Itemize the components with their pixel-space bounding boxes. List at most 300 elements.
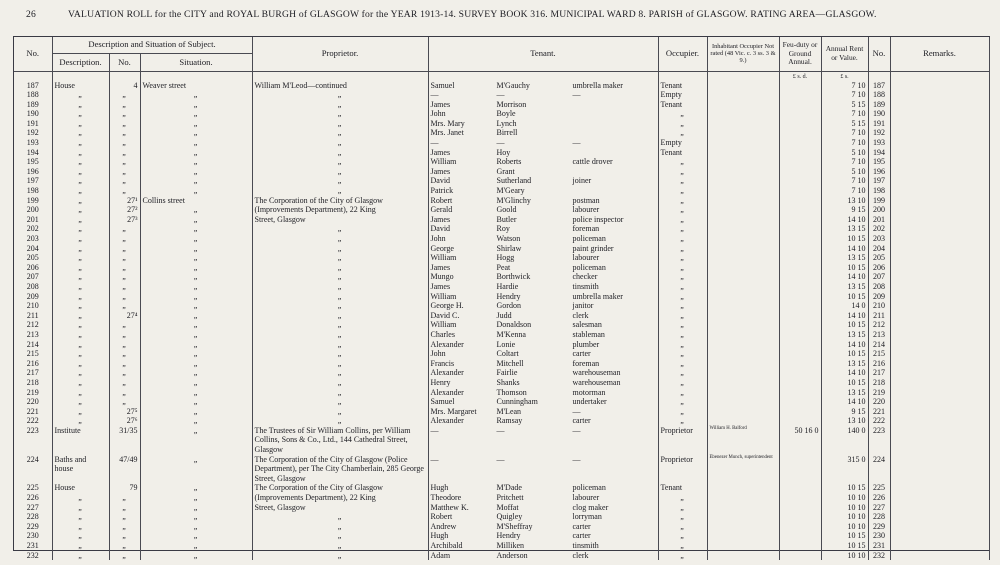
- feu-duty-cell: [779, 301, 821, 311]
- table-row: [14, 311, 989, 321]
- tenant-surname: Quigley: [496, 512, 523, 522]
- feu-duty-cell: [779, 128, 821, 138]
- proprietor-cell: „: [252, 397, 428, 407]
- tenant-occupation: carter: [572, 416, 591, 426]
- tenant-occupation: motorman: [572, 387, 606, 397]
- tenant-first-name: Samuel: [430, 80, 455, 90]
- row-number-right: 192: [868, 128, 890, 138]
- description-cell: „: [52, 407, 109, 417]
- occupier-cell: Empty: [658, 90, 707, 100]
- tenant-surname: —: [496, 425, 505, 435]
- inhabitant-cell: [707, 224, 779, 234]
- house-number-cell: „: [109, 551, 140, 561]
- table-row: [14, 388, 989, 398]
- row-number: 219: [14, 388, 52, 398]
- row-number-right: 230: [868, 531, 890, 541]
- tenant-surname: Thomson: [496, 387, 527, 397]
- annual-rent-cell: 14 10: [821, 397, 868, 407]
- row-number: 225: [14, 483, 52, 493]
- tenant-cell: [428, 244, 658, 254]
- feu-duty-cell: [779, 292, 821, 302]
- house-number-cell: „: [109, 100, 140, 110]
- description-cell: „: [52, 512, 109, 522]
- description-cell: „: [52, 186, 109, 196]
- tenant-first-name: Mrs. Mary: [430, 118, 465, 128]
- tenant-occupation: carter: [572, 521, 591, 531]
- description-cell: „: [52, 244, 109, 254]
- description-cell: Institute: [52, 426, 109, 455]
- remarks-cell: [890, 90, 989, 100]
- feu-duty-cell: [779, 234, 821, 244]
- occupier-cell: Proprietor: [658, 426, 707, 455]
- proprietor-cell: „: [252, 368, 428, 378]
- row-number: 206: [14, 263, 52, 273]
- row-number: 216: [14, 359, 52, 369]
- house-number-cell: „: [109, 493, 140, 503]
- house-number-cell: „: [109, 90, 140, 100]
- annual-rent-cell: 14 0: [821, 301, 868, 311]
- situation-cell: „: [140, 541, 252, 551]
- proprietor-cell: „: [252, 263, 428, 273]
- annual-rent-cell: 14 10: [821, 244, 868, 254]
- tenant-occupation: checker: [572, 272, 598, 282]
- situation-cell: „: [140, 272, 252, 282]
- table-row: [14, 541, 989, 551]
- remarks-cell: [890, 407, 989, 417]
- col-header-feu: Feu-duty or Ground Annual.: [779, 37, 821, 71]
- row-number-right: 195: [868, 157, 890, 167]
- inhabitant-cell: [707, 541, 779, 551]
- house-number-cell: „: [109, 119, 140, 129]
- table-row: [14, 282, 989, 292]
- row-number: 196: [14, 167, 52, 177]
- house-number-cell: 27¹: [109, 196, 140, 206]
- tenant-cell: [428, 416, 658, 426]
- tenant-first-name: James: [430, 281, 451, 291]
- row-number-right: 232: [868, 551, 890, 561]
- description-cell: „: [52, 253, 109, 263]
- feu-duty-cell: [779, 378, 821, 388]
- proprietor-cell: The Corporation of the City of Glasgow: [252, 483, 428, 493]
- description-cell: „: [52, 196, 109, 206]
- occupier-cell: „: [658, 272, 707, 282]
- remarks-cell: [890, 157, 989, 167]
- description-cell: „: [52, 138, 109, 148]
- row-number-right: 206: [868, 263, 890, 273]
- row-number-right: 228: [868, 512, 890, 522]
- tenant-first-name: Mrs. Janet: [430, 128, 464, 138]
- occupier-cell: „: [658, 186, 707, 196]
- house-number-cell: „: [109, 167, 140, 177]
- tenant-surname: M'Kenna: [496, 329, 526, 339]
- description-cell: „: [52, 301, 109, 311]
- tenant-cell: [428, 282, 658, 292]
- annual-rent-cell: 10 15: [821, 531, 868, 541]
- occupier-cell: „: [658, 167, 707, 177]
- tenant-surname: Milliken: [496, 541, 525, 550]
- remarks-cell: [890, 205, 989, 215]
- tenant-occupation: —: [572, 90, 581, 100]
- description-cell: „: [52, 90, 109, 100]
- description-cell: „: [52, 349, 109, 359]
- row-number: 203: [14, 234, 52, 244]
- tenant-surname: Donaldson: [496, 320, 532, 330]
- row-number: 204: [14, 244, 52, 254]
- house-number-cell: „: [109, 157, 140, 167]
- house-number-cell: „: [109, 349, 140, 359]
- row-number: 230: [14, 531, 52, 541]
- tenant-occupation: policeman: [572, 262, 606, 272]
- situation-cell: „: [140, 349, 252, 359]
- tenant-surname: Pritchett: [496, 493, 524, 503]
- tenant-first-name: John: [430, 349, 446, 359]
- annual-rent-cell: 315 0: [821, 455, 868, 484]
- annual-rent-cell: 7 10: [821, 138, 868, 148]
- tenant-cell: [428, 100, 658, 110]
- row-number-right: 199: [868, 196, 890, 206]
- occupier-cell: „: [658, 253, 707, 263]
- col-header-no-right: No.: [868, 37, 890, 71]
- tenant-first-name: George H.: [430, 301, 464, 311]
- col-header-situation: Situation.: [140, 53, 252, 71]
- tenant-first-name: Alexander: [430, 387, 464, 397]
- situation-cell: „: [140, 263, 252, 273]
- annual-rent-cell: 7 10: [821, 186, 868, 196]
- tenant-cell: [428, 234, 658, 244]
- row-number: 215: [14, 349, 52, 359]
- tenant-first-name: Henry: [430, 377, 451, 387]
- proprietor-cell: „: [252, 531, 428, 541]
- tenant-first-name: William: [430, 291, 457, 301]
- table-row: [14, 148, 989, 158]
- description-cell: „: [52, 378, 109, 388]
- table-row: [14, 205, 989, 215]
- remarks-cell: [890, 311, 989, 321]
- feu-duty-cell: [779, 320, 821, 330]
- tenant-cell: [428, 215, 658, 225]
- description-cell: „: [52, 368, 109, 378]
- col-header-description-group: Description and Situation of Subject.: [52, 37, 252, 53]
- annual-rent-cell: 7 10: [821, 90, 868, 100]
- proprietor-cell: „: [252, 512, 428, 522]
- table-row: [14, 397, 989, 407]
- house-number-cell: „: [109, 176, 140, 186]
- row-number: 207: [14, 272, 52, 282]
- tenant-cell: [428, 301, 658, 311]
- annual-rent-cell: 14 10: [821, 272, 868, 282]
- table-row: [14, 263, 989, 273]
- situation-cell: „: [140, 378, 252, 388]
- proprietor-cell: „: [252, 522, 428, 532]
- rent-units: £ s.: [821, 71, 868, 81]
- occupier-cell: „: [658, 397, 707, 407]
- table-row: [14, 320, 989, 330]
- inhabitant-cell: William H. Balford: [707, 426, 779, 455]
- row-number: 232: [14, 551, 52, 561]
- proprietor-cell: „: [252, 272, 428, 282]
- annual-rent-cell: 7 10: [821, 128, 868, 138]
- tenant-first-name: James: [430, 214, 451, 224]
- situation-cell: „: [140, 311, 252, 321]
- situation-cell: „: [140, 330, 252, 340]
- table-row: [14, 272, 989, 282]
- occupier-cell: „: [658, 368, 707, 378]
- tenant-occupation: [573, 119, 656, 129]
- annual-rent-cell: 140 0: [821, 426, 868, 455]
- proprietor-cell: „: [252, 551, 428, 561]
- inhabitant-cell: [707, 157, 779, 167]
- proprietor-cell: „: [252, 416, 428, 426]
- row-number-right: 220: [868, 397, 890, 407]
- description-cell: „: [52, 292, 109, 302]
- remarks-cell: [890, 522, 989, 532]
- row-number: 198: [14, 186, 52, 196]
- annual-rent-cell: 13 15: [821, 359, 868, 369]
- tenant-surname: —: [496, 138, 505, 148]
- tenant-cell: [428, 109, 658, 119]
- house-number-cell: „: [109, 292, 140, 302]
- feu-duty-cell: [779, 397, 821, 407]
- occupier-cell: Tenant: [658, 100, 707, 110]
- row-number-right: 219: [868, 388, 890, 398]
- tenant-first-name: —: [430, 454, 439, 464]
- tenant-cell: [428, 531, 658, 541]
- feu-duty-cell: [779, 282, 821, 292]
- inhabitant-cell: [707, 148, 779, 158]
- col-header-description: Description.: [52, 53, 109, 71]
- tenant-occupation: carter: [572, 349, 591, 359]
- situation-cell: „: [140, 551, 252, 561]
- tenant-first-name: Theodore: [430, 493, 462, 503]
- proprietor-cell: „: [252, 349, 428, 359]
- tenant-surname: Sutherland: [496, 176, 532, 186]
- inhabitant-cell: [707, 503, 779, 513]
- tenant-first-name: William: [430, 157, 457, 167]
- tenant-first-name: Matthew K.: [430, 502, 469, 512]
- inhabitant-cell: [707, 531, 779, 541]
- row-number: 217: [14, 368, 52, 378]
- situation-cell: „: [140, 205, 252, 215]
- remarks-cell: [890, 234, 989, 244]
- valuation-roll-table: [14, 37, 990, 560]
- occupier-cell: Empty: [658, 138, 707, 148]
- col-header-occupier: Occupier.: [658, 37, 707, 71]
- tenant-occupation: —: [572, 425, 581, 435]
- occupier-cell: „: [658, 388, 707, 398]
- occupier-cell: „: [658, 282, 707, 292]
- tenant-cell: [428, 397, 658, 407]
- tenant-cell: [428, 263, 658, 273]
- proprietor-cell: „: [252, 100, 428, 110]
- inhabitant-cell: [707, 234, 779, 244]
- tenant-surname: Mitchell: [496, 358, 524, 368]
- table-row: [14, 522, 989, 532]
- col-header-rent: Annual Rent or Value.: [821, 37, 868, 71]
- house-number-cell: „: [109, 340, 140, 350]
- description-cell: „: [52, 263, 109, 273]
- inhabitant-cell: [707, 397, 779, 407]
- table-row: [14, 483, 989, 493]
- tenant-cell: [428, 81, 658, 91]
- row-number: 199: [14, 196, 52, 206]
- tenant-cell: [428, 138, 658, 148]
- inhabitant-cell: [707, 186, 779, 196]
- remarks-cell: [890, 244, 989, 254]
- situation-cell: „: [140, 397, 252, 407]
- remarks-cell: [890, 493, 989, 503]
- description-cell: „: [52, 397, 109, 407]
- house-number-cell: „: [109, 378, 140, 388]
- house-number-cell: „: [109, 522, 140, 532]
- table-row: [14, 215, 989, 225]
- annual-rent-cell: 7 10: [821, 157, 868, 167]
- feu-duty-cell: [779, 176, 821, 186]
- situation-cell: „: [140, 138, 252, 148]
- table-row: [14, 503, 989, 513]
- tenant-occupation: salesman: [572, 320, 602, 330]
- tenant-surname: Roberts: [496, 157, 522, 167]
- proprietor-cell: „: [252, 119, 428, 129]
- situation-cell: „: [140, 148, 252, 158]
- tenant-cell: [428, 483, 658, 493]
- occupier-cell: „: [658, 503, 707, 513]
- house-number-cell: „: [109, 186, 140, 196]
- row-number-right: 202: [868, 224, 890, 234]
- occupier-cell: „: [658, 407, 707, 417]
- tenant-occupation: cattle drover: [572, 157, 613, 167]
- row-number-right: 216: [868, 359, 890, 369]
- feu-duty-cell: [779, 205, 821, 215]
- table-row: [14, 531, 989, 541]
- row-number: 227: [14, 503, 52, 513]
- annual-rent-cell: 14 10: [821, 340, 868, 350]
- description-cell: „: [52, 215, 109, 225]
- tenant-occupation: [573, 167, 656, 177]
- remarks-cell: [890, 215, 989, 225]
- tenant-first-name: John: [430, 234, 446, 243]
- annual-rent-cell: 13 15: [821, 330, 868, 340]
- inhabitant-cell: [707, 320, 779, 330]
- table-row: [14, 292, 989, 302]
- inhabitant-cell: [707, 292, 779, 302]
- annual-rent-cell: 7 10: [821, 176, 868, 186]
- table-row: [14, 340, 989, 350]
- occupier-cell: „: [658, 234, 707, 244]
- row-number: 223: [14, 426, 52, 455]
- tenant-surname: Grant: [496, 166, 515, 176]
- situation-cell: „: [140, 522, 252, 532]
- tenant-surname: M'Lean: [496, 406, 522, 416]
- occupier-cell: Proprietor: [658, 455, 707, 484]
- inhabitant-cell: [707, 196, 779, 206]
- description-cell: „: [52, 522, 109, 532]
- description-cell: „: [52, 311, 109, 321]
- tenant-surname: Butler: [496, 214, 517, 224]
- tenant-first-name: Andrew: [430, 521, 457, 531]
- inhabitant-cell: [707, 301, 779, 311]
- tenant-first-name: Alexander: [430, 368, 464, 378]
- situation-cell: „: [140, 157, 252, 167]
- tenant-surname: Peat: [496, 262, 511, 272]
- proprietor-cell: The Corporation of the City of Glasgow (Police Department), per The City Chamberlain, 285 George Street, Glasgow: [252, 455, 428, 484]
- remarks-cell: [890, 378, 989, 388]
- tenant-occupation: tinsmith: [572, 541, 599, 550]
- tenant-first-name: —: [430, 425, 439, 435]
- row-number: 224: [14, 455, 52, 484]
- feu-duty-cell: [779, 388, 821, 398]
- tenant-cell: [428, 205, 658, 215]
- table-row: [14, 301, 989, 311]
- situation-cell: „: [140, 359, 252, 369]
- feu-duty-cell: [779, 196, 821, 206]
- inhabitant-cell: [707, 253, 779, 263]
- tenant-occupation: foreman: [572, 358, 600, 368]
- tenant-occupation: —: [572, 454, 581, 464]
- tenant-occupation: policeman: [572, 483, 606, 493]
- inhabitant-cell: [707, 128, 779, 138]
- row-number-right: 229: [868, 522, 890, 532]
- table-row: [14, 234, 989, 244]
- remarks-cell: [890, 368, 989, 378]
- house-number-cell: 27²: [109, 205, 140, 215]
- tenant-cell: [428, 368, 658, 378]
- row-number-right: 203: [868, 234, 890, 244]
- valuation-table-frame: [13, 36, 990, 560]
- situation-cell: „: [140, 531, 252, 541]
- tenant-first-name: Archibald: [430, 541, 463, 550]
- table-row: [14, 378, 989, 388]
- remarks-cell: [890, 397, 989, 407]
- remarks-cell: [890, 292, 989, 302]
- situation-cell: „: [140, 301, 252, 311]
- row-number-right: 201: [868, 215, 890, 225]
- situation-cell: „: [140, 109, 252, 119]
- tenant-cell: [428, 157, 658, 167]
- proprietor-cell: Street, Glasgow: [252, 503, 428, 513]
- description-cell: „: [52, 340, 109, 350]
- tenant-first-name: James: [430, 147, 451, 157]
- feu-duty-cell: [779, 349, 821, 359]
- tenant-surname: Fairlie: [496, 368, 518, 378]
- tenant-cell: [428, 330, 658, 340]
- description-cell: „: [52, 330, 109, 340]
- situation-cell: „: [140, 426, 252, 455]
- table-row: [14, 167, 989, 177]
- row-number-right: 222: [868, 416, 890, 426]
- remarks-cell: [890, 455, 989, 484]
- page-title: VALUATION ROLL for the CITY and ROYAL BURGH of GLASGOW for the YEAR 1913-14. SURVEY BOOK 316. MUNICIPAL WARD 8. PARISH of GLASGOW. RATING AREA—GLASGOW.: [68, 9, 877, 20]
- annual-rent-cell: 13 15: [821, 282, 868, 292]
- tenant-cell: [428, 426, 658, 455]
- tenant-surname: Hardie: [496, 281, 519, 291]
- feu-duty-cell: [779, 253, 821, 263]
- table-row: [14, 253, 989, 263]
- house-number-cell: „: [109, 253, 140, 263]
- annual-rent-cell: 13 15: [821, 224, 868, 234]
- remarks-cell: [890, 128, 989, 138]
- inhabitant-cell: [707, 100, 779, 110]
- house-number-cell: „: [109, 320, 140, 330]
- row-number-right: 193: [868, 138, 890, 148]
- tenant-surname: M'Dade: [496, 483, 522, 493]
- tenant-cell: [428, 551, 658, 561]
- remarks-cell: [890, 253, 989, 263]
- proprietor-cell: „: [252, 541, 428, 551]
- situation-cell: „: [140, 224, 252, 234]
- tenant-first-name: Charles: [430, 329, 455, 339]
- description-cell: „: [52, 148, 109, 158]
- row-number-right: 196: [868, 167, 890, 177]
